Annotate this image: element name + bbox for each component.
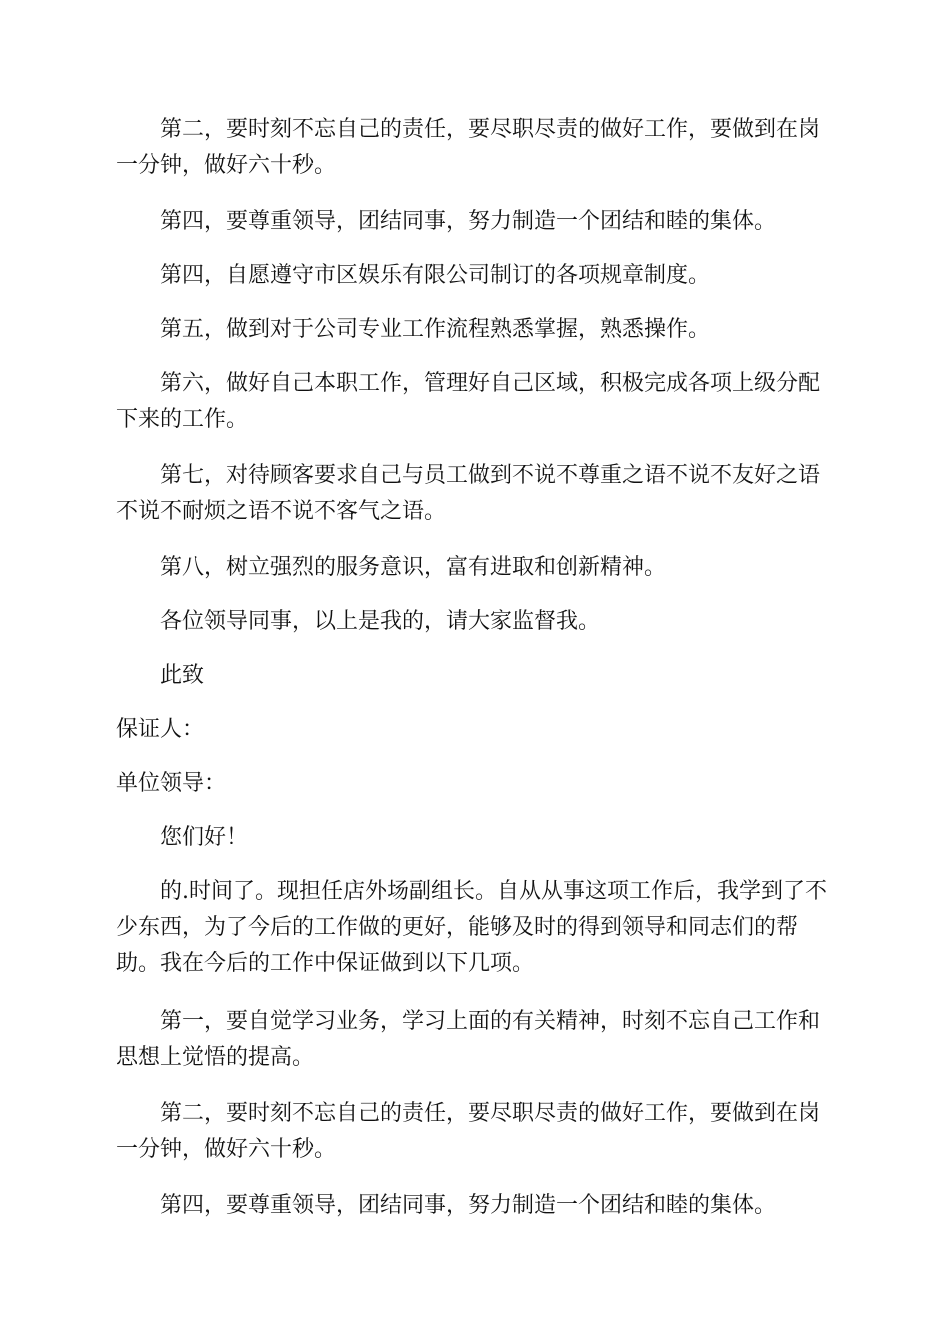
paragraph: 第二，要时刻不忘自己的责任，要尽职尽责的做好工作，要做到在岗一分钟，做好六十秒。 bbox=[116, 1101, 821, 1162]
paragraph: 各位领导同事，以上是我的，请大家监督我。 bbox=[160, 609, 601, 634]
paragraph: 第四，要尊重领导，团结同事，努力制造一个团结和睦的集体。 bbox=[160, 209, 777, 234]
greeting: 您们好！ bbox=[160, 825, 249, 850]
paragraph: 第二，要时刻不忘自己的责任，要尽职尽责的做好工作，要做到在岗一分钟，做好六十秒。 bbox=[116, 117, 821, 178]
recipient-label: 单位领导： bbox=[116, 771, 227, 796]
paragraph: 第四，自愿遵守市区娱乐有限公司制订的各项规章制度。 bbox=[160, 263, 711, 288]
paragraph: 第六，做好自己本职工作，管理好自己区域，积极完成各项上级分配下来的工作。 bbox=[116, 371, 821, 432]
guarantor-label: 保证人： bbox=[116, 717, 205, 742]
paragraph: 的.时间了。现担任店外场副组长。自从从事这项工作后，我学到了不少东西，为了今后的工作做的更好，能够及时的得到领导和同志们的帮助。我在今后的工作中保证做到以下几项。 bbox=[116, 879, 827, 976]
paragraph: 第七，对待顾客要求自己与员工做到不说不尊重之语不说不友好之语不说不耐烦之语不说不客气之语。 bbox=[116, 463, 821, 524]
paragraph: 第八，树立强烈的服务意识，富有进取和创新精神。 bbox=[160, 555, 667, 580]
paragraph: 第五，做到对于公司专业工作流程熟悉掌握，熟悉操作。 bbox=[160, 317, 711, 342]
paragraph: 第四，要尊重领导，团结同事，努力制造一个团结和睦的集体。 bbox=[160, 1193, 777, 1218]
closing-salutation: 此致 bbox=[160, 663, 205, 688]
paragraph: 第一，要自觉学习业务，学习上面的有关精神，时刻不忘自己工作和思想上觉悟的提高。 bbox=[116, 1009, 821, 1070]
